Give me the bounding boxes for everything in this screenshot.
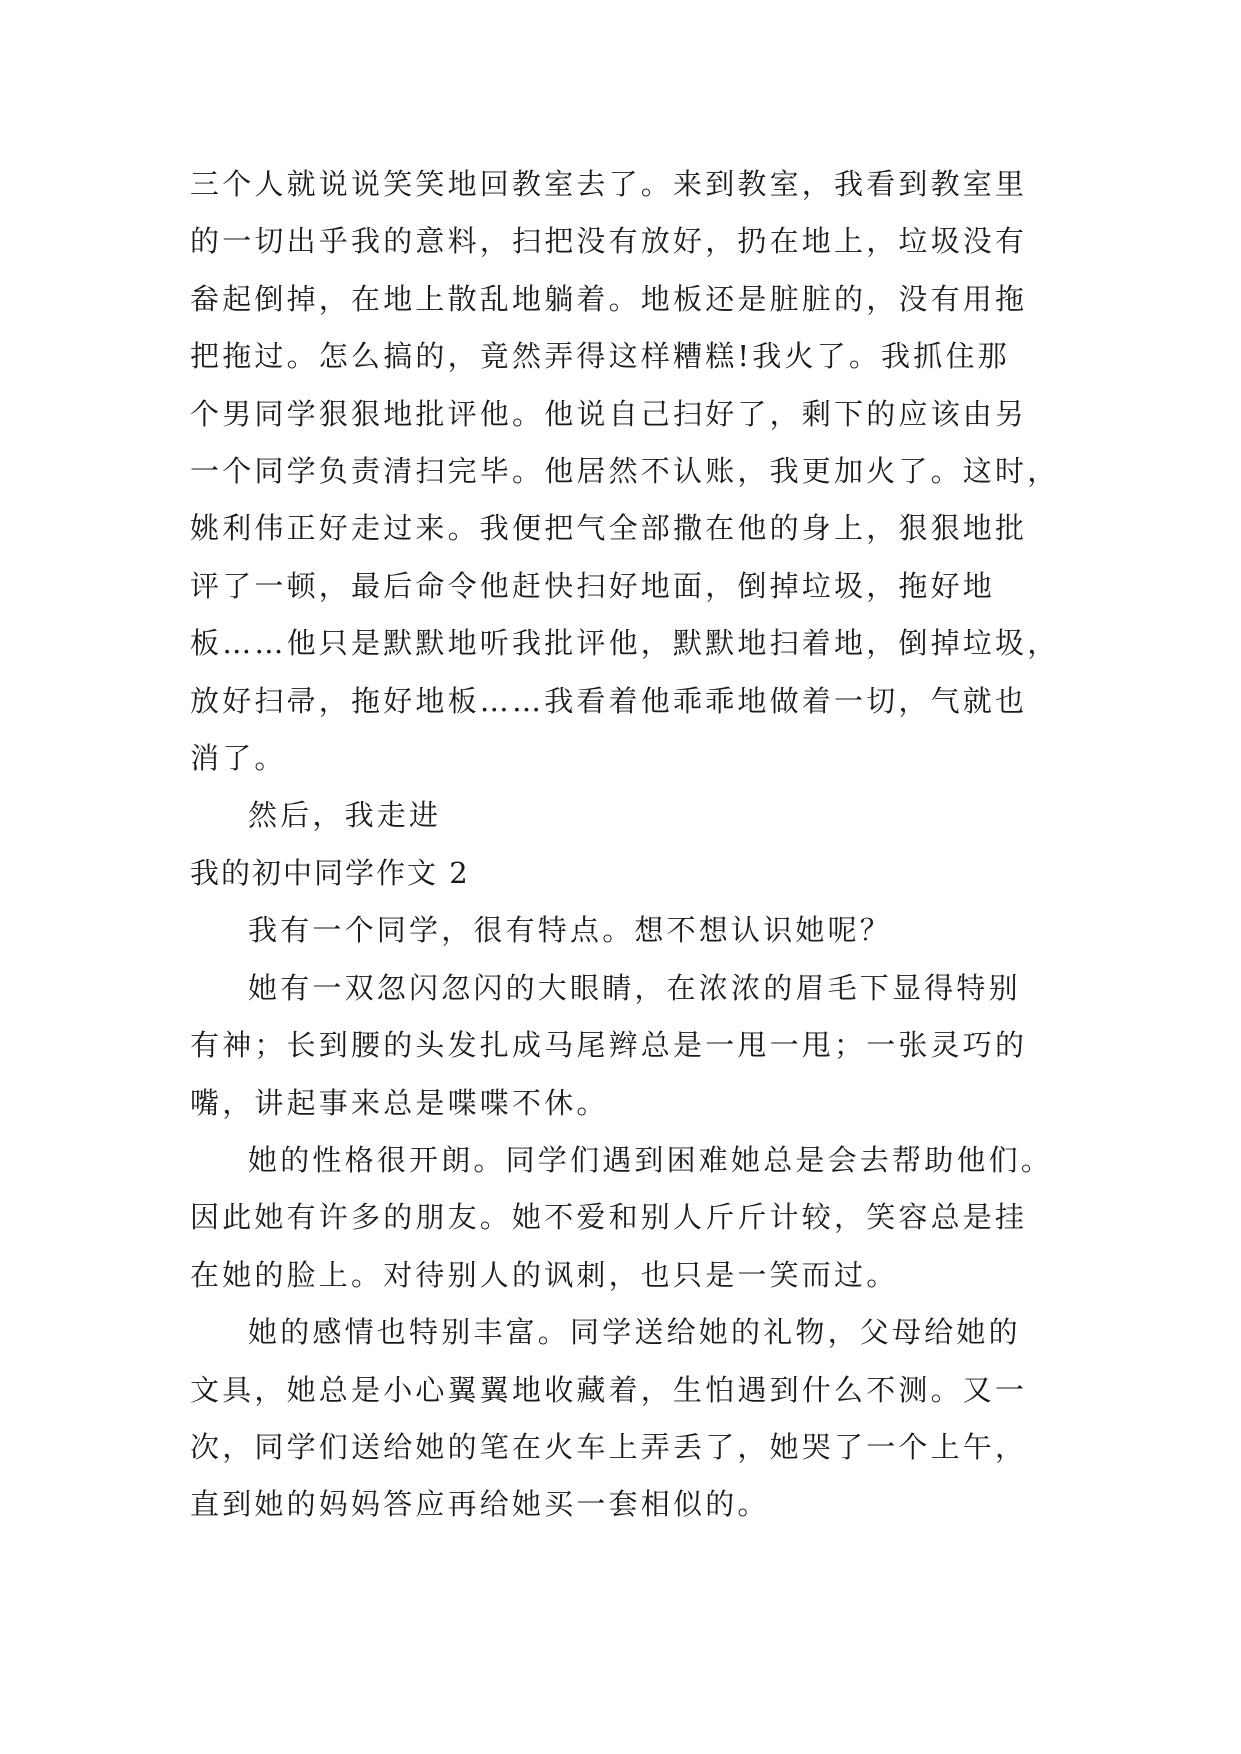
eyes-paragraph [190,960,1070,1132]
text-line: 的一切出乎我的意料，扫把没有放好，扔在地上，垃圾没有 [190,224,1028,259]
text-line: 她的性格很开朗。同学们遇到困难她总是会去帮助他们。 [248,1142,1054,1177]
text-line: 放好扫帚，拖好地板……我看着他乖乖地做着一切，气就也 [190,683,1028,718]
text-line: 姚利伟正好走过来。我便把气全部撒在他的身上，狠狠地批 [190,511,1028,546]
text-line: 把拖过。怎么搞的，竟然弄得这样糟糕!我火了。我抓住那 [190,339,1010,374]
text-line: 三个人就说说笑笑地回教室去了。来到教室，我看到教室里 [190,167,1028,201]
text-line: 畚起倒掉，在地上散乱地躺着。地板还是脏脏的，没有用拖 [190,281,1028,316]
continuation-paragraph [190,156,1070,787]
text-line: 在她的脸上。对待别人的讽刺，也只是一笑而过。 [190,1257,899,1292]
text-line: 板……他只是默默地听我批评他，默默地扫着地，倒掉垃圾， [190,626,1060,661]
text-line: 次，同学们送给她的笔在火车上弄丢了，她哭了一个上午， [190,1429,1028,1464]
text-line: 评了一顿，最后命令他赶快扫好地面，倒掉垃圾，拖好地 [190,568,996,603]
text-line: 因此她有许多的朋友。她不爱和别人斤斤计较，笑容总是挂 [190,1200,1028,1235]
fragment-paragraph: 然后，我走进 [248,798,442,833]
feelings-paragraph [190,1304,1070,1534]
text-line: 个男同学狠狠地批评他。他说自己扫好了，剩下的应该由另 [190,396,1028,431]
text-line: 她有一双忽闪忽闪的大眼睛，在浓浓的眉毛下显得特别 [248,970,1021,1005]
document-body [190,156,1070,1534]
text-line: 一个同学负责清扫完毕。他居然不认账，我更加火了。这时， [190,454,1060,489]
personality-paragraph [190,1132,1070,1304]
intro-paragraph: 我有一个同学，很有特点。想不想认识她呢？ [248,913,893,948]
text-line: 嘴，讲起事来总是喋喋不休。 [190,1085,609,1120]
text-line: 她的感情也特别丰富。同学送给她的礼物，父母给她的 [248,1315,1021,1350]
essay-heading: 我的初中同学作文 2 [190,855,470,890]
text-line: 直到她的妈妈答应再给她买一套相似的。 [190,1487,770,1522]
text-line: 文具，她总是小心翼翼地收藏着，生怕遇到什么不测。又一 [190,1372,1028,1407]
text-line: 消了。 [190,741,287,776]
text-line: 有神；长到腰的头发扎成马尾辫总是一甩一甩；一张灵巧的 [190,1028,1028,1063]
